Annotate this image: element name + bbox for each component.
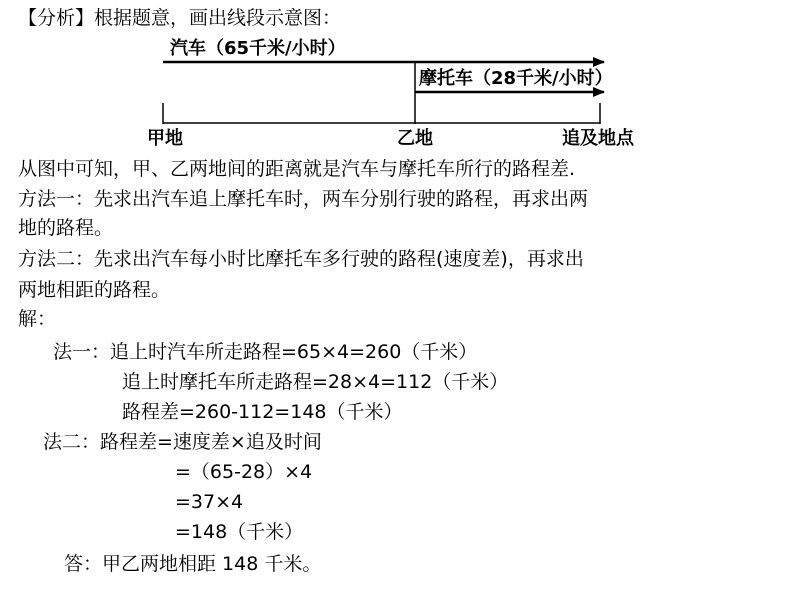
method-two-line-1: 法二：路程差=速度差×追及时间 <box>43 431 322 453</box>
method-one-line-3: 路程差=260-112=148（千米） <box>122 401 403 423</box>
point-a-label: 甲地 <box>147 128 183 149</box>
method-two-line-3: =37×4 <box>175 491 244 513</box>
solution-label: 解： <box>18 308 57 330</box>
explanation-line-5: 两地相距的路程。 <box>18 279 171 301</box>
explanation-line-3: 地的路程。 <box>18 217 114 239</box>
explanation-line-4: 方法二：先求出汽车每小时比摩托车多行驶的路程(速度差)，再求出 <box>18 248 584 270</box>
method-one-line-2: 追上时摩托车所走路程=28×4=112（千米） <box>122 371 509 393</box>
method-one-line-1: 法一：追上时汽车所走路程=65×4=260（千米） <box>53 341 478 363</box>
analysis-heading: 【分析】根据题意，画出线段示意图： <box>18 7 342 29</box>
method-two-line-2: =（65-28）×4 <box>175 461 313 483</box>
segment-diagram <box>0 0 787 160</box>
car-label: 汽车（65千米/小时） <box>170 38 346 59</box>
explanation-line-1: 从图中可知，甲、乙两地间的距离就是汽车与摩托车所行的路程差. <box>18 158 576 180</box>
explanation-line-2: 方法一：先求出汽车追上摩托车时，两车分别行驶的路程，再求出两 <box>18 188 589 210</box>
point-b-label: 乙地 <box>397 128 433 149</box>
moto-label: 摩托车（28千米/小时） <box>419 68 613 89</box>
answer-line: 答：甲乙两地相距 148 千米。 <box>64 553 322 575</box>
method-two-line-4: =148（千米） <box>175 521 304 543</box>
point-c-label: 追及地点 <box>562 128 634 149</box>
